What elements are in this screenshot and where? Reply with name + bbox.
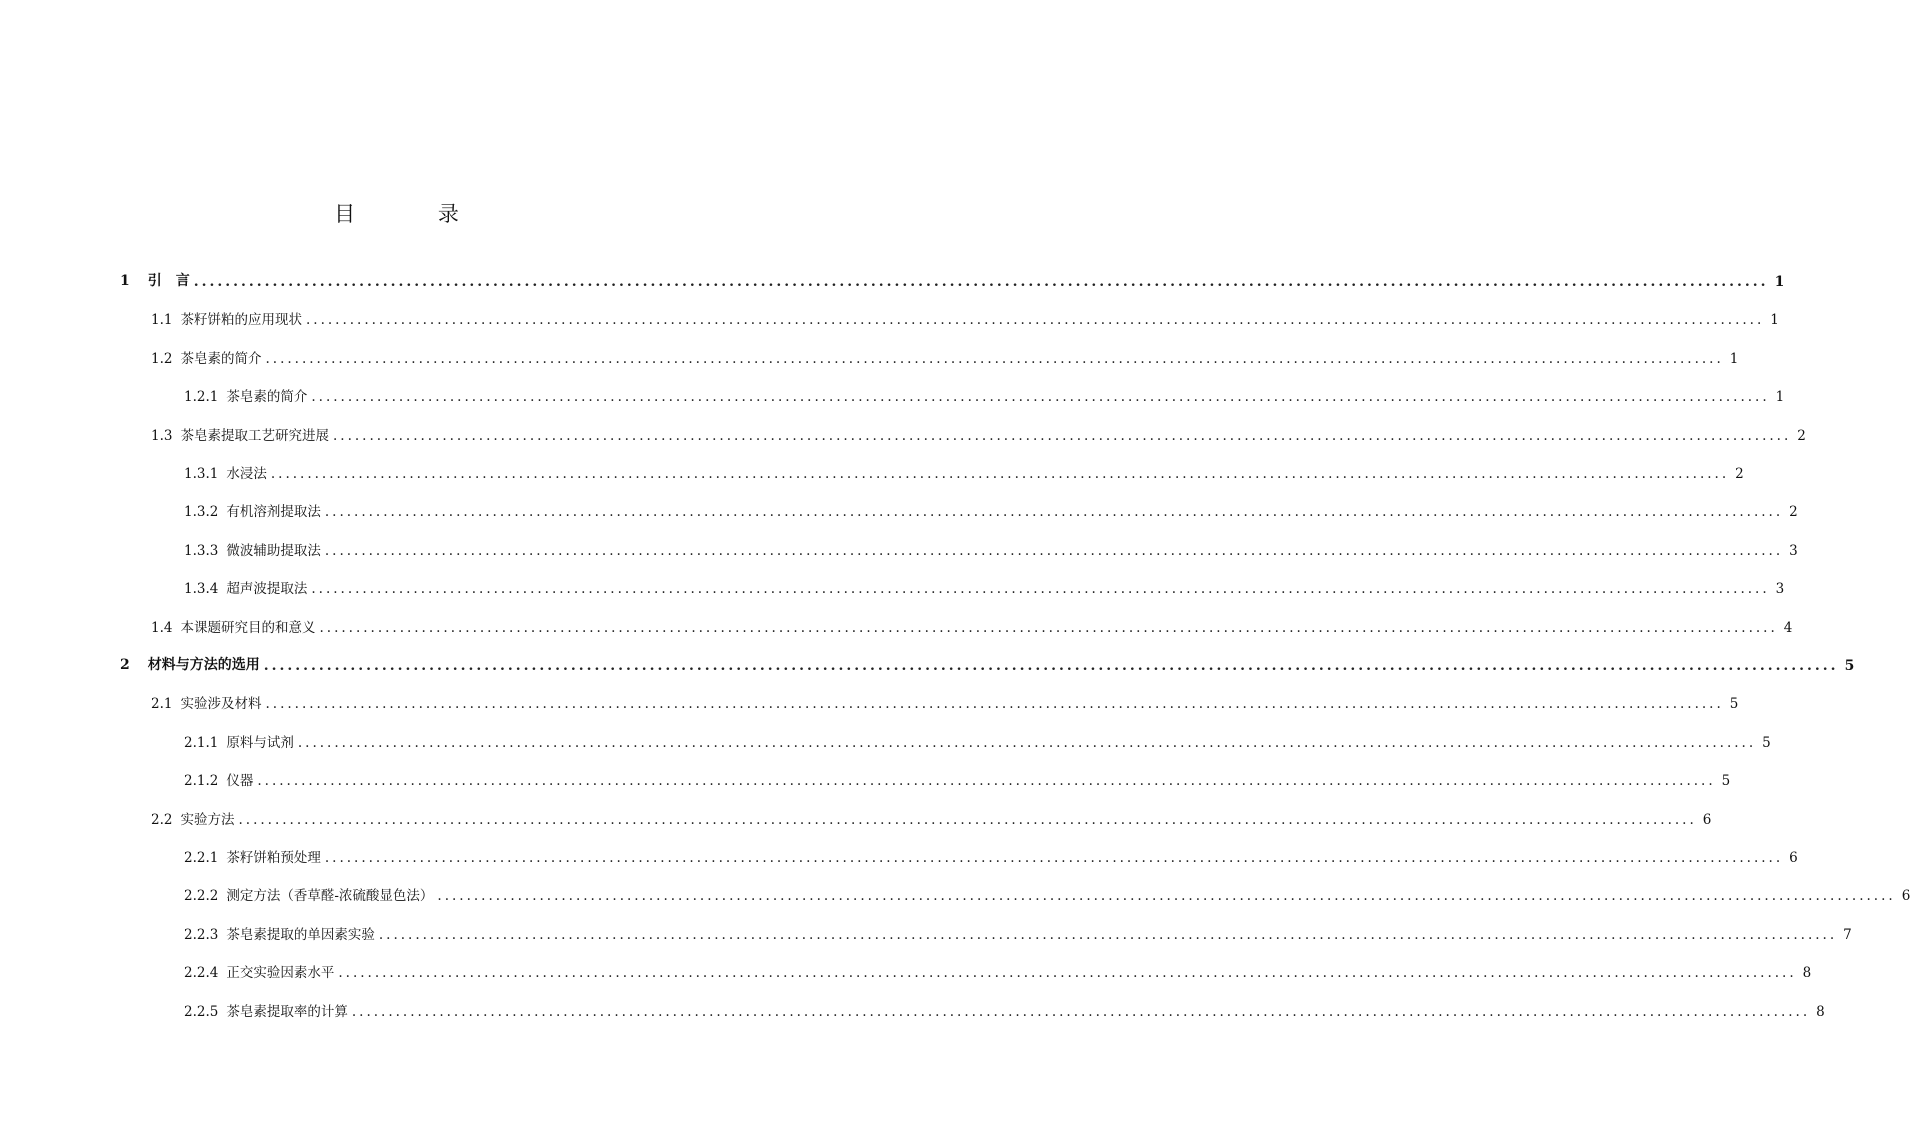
dot-leader: ........................................................................................................................................................................................................ xyxy=(193,274,1769,290)
toc-entry[interactable] xyxy=(0,998,1825,1020)
toc-entry-text: 材料与方法的选用 xyxy=(147,657,260,673)
dot-leader: ........................................................................................................................................................................................................ xyxy=(265,696,1724,712)
toc-entry-number: 2.1.1 xyxy=(184,735,219,751)
toc-entry-number: 1 xyxy=(120,273,130,289)
toc-entry-page: 2 xyxy=(1797,428,1806,444)
toc-entry-text: 超声波提取法 xyxy=(226,581,308,597)
toc-entry[interactable] xyxy=(0,767,1731,789)
toc-entry-text: 有机溶剂提取法 xyxy=(226,504,321,520)
toc-entry-page: 2 xyxy=(1789,504,1798,520)
toc-entry-label xyxy=(0,808,236,828)
dot-leader: ........................................................................................................................................................................................................ xyxy=(270,466,1730,482)
toc-entry-label xyxy=(0,769,255,789)
toc-entry-page: 8 xyxy=(1802,965,1812,981)
dot-leader: ........................................................................................................................................................................................................ xyxy=(319,620,1778,636)
toc-entry-page: 1 xyxy=(1729,351,1739,367)
toc-entry-page: 1 xyxy=(1774,274,1785,290)
toc-entry-label xyxy=(0,539,323,559)
dot-leader: ........................................................................................................................................................................................................ xyxy=(338,965,1797,981)
toc-entry-label xyxy=(0,385,309,405)
toc-entry-text: 实验方法 xyxy=(180,812,235,828)
toc-entry[interactable] xyxy=(0,614,1793,636)
toc-entry[interactable] xyxy=(0,498,1798,520)
toc-entry-page: 5 xyxy=(1721,773,1731,789)
toc-entry-number: 1.2 xyxy=(151,351,173,367)
toc-entry-number: 1.4 xyxy=(151,620,173,636)
toc-entry-text: 水浸法 xyxy=(226,466,267,482)
toc-entry-number: 1.3.4 xyxy=(184,581,219,597)
toc-entry[interactable] xyxy=(0,345,1739,367)
toc-entry[interactable] xyxy=(0,422,1806,444)
toc-entry-page: 2 xyxy=(1735,466,1744,482)
toc-entry-text: 正交实验因素水平 xyxy=(226,965,335,981)
toc-entry-label xyxy=(0,731,296,751)
toc-entry-page: 5 xyxy=(1844,658,1855,674)
toc-entry[interactable] xyxy=(0,383,1785,405)
toc-entry-text: 茶皂素的简介 xyxy=(180,351,262,367)
dot-leader: ........................................................................................................................................................................................................ xyxy=(324,504,1784,520)
toc-entry-page: 6 xyxy=(1702,812,1712,828)
toc-entry[interactable] xyxy=(0,460,1744,482)
toc-entry-number: 1.3.1 xyxy=(184,466,219,482)
toc-entry-number: 1.3.3 xyxy=(184,543,219,559)
toc-entry-number: 2.2.5 xyxy=(184,1004,219,1020)
dot-leader: ........................................................................................................................................................................................................ xyxy=(378,927,1838,943)
toc-entry-label xyxy=(0,577,309,597)
toc-entry-page: 5 xyxy=(1762,735,1771,751)
toc-entry[interactable] xyxy=(0,690,1739,712)
toc-entry-number: 2.2.3 xyxy=(184,927,219,943)
toc-entry-label xyxy=(0,654,262,674)
toc-entry-text: 茶皂素提取的单因素实验 xyxy=(226,927,375,943)
dot-leader: ........................................................................................................................................................................................................ xyxy=(297,735,1757,751)
toc-entry-label xyxy=(0,1000,350,1020)
toc-entry-number: 1.3.2 xyxy=(184,504,219,520)
toc-entry-page: 3 xyxy=(1775,581,1785,597)
dot-leader: ........................................................................................................................................................................................................ xyxy=(324,543,1784,559)
dot-leader: ........................................................................................................................................................................................................ xyxy=(311,389,1770,405)
toc-entry-text: 茶籽饼粕预处理 xyxy=(226,850,321,866)
dot-leader: ........................................................................................................................................................................................................ xyxy=(263,658,1839,674)
dot-leader: ........................................................................................................................................................................................................ xyxy=(257,773,1716,789)
toc-entry-page: 5 xyxy=(1729,696,1739,712)
toc-entry-number: 2.2 xyxy=(151,812,173,828)
toc-entry-label xyxy=(0,347,263,367)
toc-entry-page: 8 xyxy=(1816,1004,1825,1020)
toc-entry[interactable] xyxy=(0,882,1910,904)
toc-entry-label xyxy=(0,616,317,636)
toc-entry-page: 7 xyxy=(1843,927,1852,943)
dot-leader: ........................................................................................................................................................................................................ xyxy=(351,1004,1811,1020)
toc-entry-label xyxy=(0,923,377,943)
toc-entry-text: 茶皂素提取率的计算 xyxy=(226,1004,348,1020)
toc-entry-label xyxy=(0,462,269,482)
toc-entry[interactable] xyxy=(0,844,1798,866)
dot-leader: ........................................................................................................................................................................................................ xyxy=(305,312,1765,328)
toc-entry-page: 3 xyxy=(1789,543,1798,559)
toc-entry-label xyxy=(0,500,323,520)
toc-entry-text: 测定方法（香草醛-浓硫酸显色法） xyxy=(226,888,434,904)
dot-leader: ........................................................................................................................................................................................................ xyxy=(311,581,1770,597)
toc-entry-text: 茶籽饼粕的应用现状 xyxy=(180,312,302,328)
toc-entry-page: 6 xyxy=(1901,888,1910,904)
toc-entry-label xyxy=(0,884,435,904)
toc-entry-number: 2.2.2 xyxy=(184,888,219,904)
toc-entry-number: 2 xyxy=(120,657,130,673)
toc-entry-text: 仪器 xyxy=(226,773,254,789)
toc-entry[interactable] xyxy=(0,921,1852,943)
toc-entry-label xyxy=(0,424,331,444)
toc-entry-text: 本课题研究目的和意义 xyxy=(180,620,316,636)
dot-leader: ........................................................................................................................................................................................................ xyxy=(265,351,1724,367)
toc-entry-number: 1.2.1 xyxy=(184,389,219,405)
toc-entry-label xyxy=(0,308,304,328)
dot-leader: ........................................................................................................................................................................................................ xyxy=(238,812,1697,828)
toc-entry[interactable] xyxy=(0,959,1812,981)
toc-entry-text: 引 言 xyxy=(147,273,190,289)
toc-entry[interactable] xyxy=(0,268,1785,290)
toc-entry[interactable] xyxy=(0,652,1855,674)
toc-entry-number: 2.1 xyxy=(151,696,173,712)
toc-entry[interactable] xyxy=(0,537,1798,559)
toc-entry[interactable] xyxy=(0,729,1771,751)
toc-entry-page: 6 xyxy=(1789,850,1798,866)
toc-entry-page: 1 xyxy=(1770,312,1779,328)
toc-entry-text: 原料与试剂 xyxy=(226,735,294,751)
dot-leader: ........................................................................................................................................................................................................ xyxy=(324,850,1784,866)
toc-entry-number: 1.1 xyxy=(151,312,173,328)
page-title: 目 录 xyxy=(334,202,497,226)
toc-entry-number: 1.3 xyxy=(151,428,173,444)
dot-leader: ........................................................................................................................................................................................................ xyxy=(437,888,1896,904)
toc-entry-number: 2.1.2 xyxy=(184,773,219,789)
toc-entry[interactable] xyxy=(0,306,1779,328)
toc-entry-label xyxy=(0,270,192,290)
toc-entry-label xyxy=(0,961,336,981)
toc-entry-number: 2.2.1 xyxy=(184,850,219,866)
toc-entry-number: 2.2.4 xyxy=(184,965,219,981)
toc-entry-text: 茶皂素提取工艺研究进展 xyxy=(180,428,329,444)
toc-entry-text: 茶皂素的简介 xyxy=(226,389,308,405)
toc-entry[interactable] xyxy=(0,806,1712,828)
toc-entry-text: 实验涉及材料 xyxy=(180,696,262,712)
toc-entry-page: 1 xyxy=(1775,389,1785,405)
toc-entry-page: 4 xyxy=(1783,620,1793,636)
dot-leader: ........................................................................................................................................................................................................ xyxy=(332,428,1792,444)
toc-entry-text: 微波辅助提取法 xyxy=(226,543,321,559)
toc-entry[interactable] xyxy=(0,575,1785,597)
toc-entry-label xyxy=(0,692,263,712)
toc-entry-label xyxy=(0,846,323,866)
